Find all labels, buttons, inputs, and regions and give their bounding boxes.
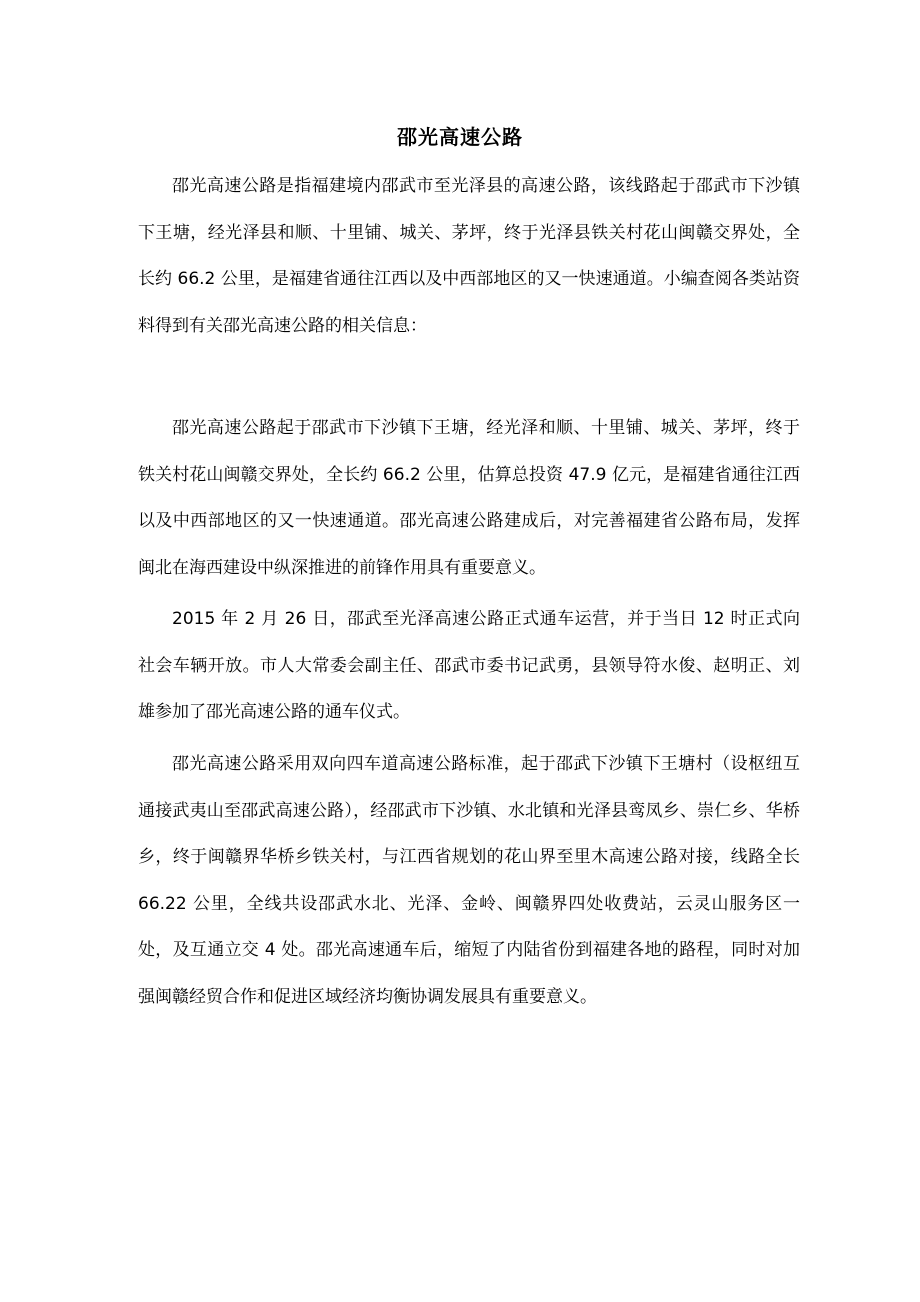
- paragraph-intro: 邵光高速公路是指福建境内邵武市至光泽县的高速公路，该线路起于邵武市下沙镇下王塘，经光泽县和顺、十里铺、城关、茅坪，终于光泽县铁关村花山闽赣交界处，全长约 66.2 公里，是福建省通往江西以及中西部地区的又一快速通道。小编查阅各类站资料得到有关邵光高速公路的相关信息：: [138, 176, 800, 336]
- paragraph-opening: 2015 年 2 月 26 日，邵武至光泽高速公路正式通车运营，并于当日 12 时正式向社会车辆开放。市人大常委会副主任、邵武市委书记武勇，县领导符水俊、赵明正、刘雄参加了邵光高速公路的通车仪式。: [138, 609, 800, 722]
- paragraph-standard: 邵光高速公路采用双向四车道高速公路标准，起于邵武下沙镇下王塘村（设枢纽互通接武夷山至邵武高速公路），经邵武市下沙镇、水北镇和光泽县鸾凤乡、崇仁乡、华桥乡，终于闽赣界华桥乡铁关村，与江西省规划的花山界至里木高速公路对接，线路全长 66.22 公里，全线共设邵武水北、光泽、金岭、闽赣界四处收费站，云灵山服务区一处，及互通立交 4 处。邵光高速通车后，缩短了内陆省份到福建各地的路程，同时对加强闽赣经贸合作和促进区域经济均衡协调发展具有重要意义。: [138, 754, 800, 1007]
- document-title: 邵光高速公路: [397, 125, 523, 149]
- paragraph-overview: 邵光高速公路起于邵武市下沙镇下王塘，经光泽和顺、十里铺、城关、茅坪，终于铁关村花山闽赣交界处，全长约 66.2 公里，估算总投资 47.9 亿元，是福建省通往江西以及中西部地区的又一快速通道。邵光高速公路建成后，对完善福建省公路布局，发挥闽北在海西建设中纵深推进的前锋作用具有重要意义。: [138, 418, 800, 578]
